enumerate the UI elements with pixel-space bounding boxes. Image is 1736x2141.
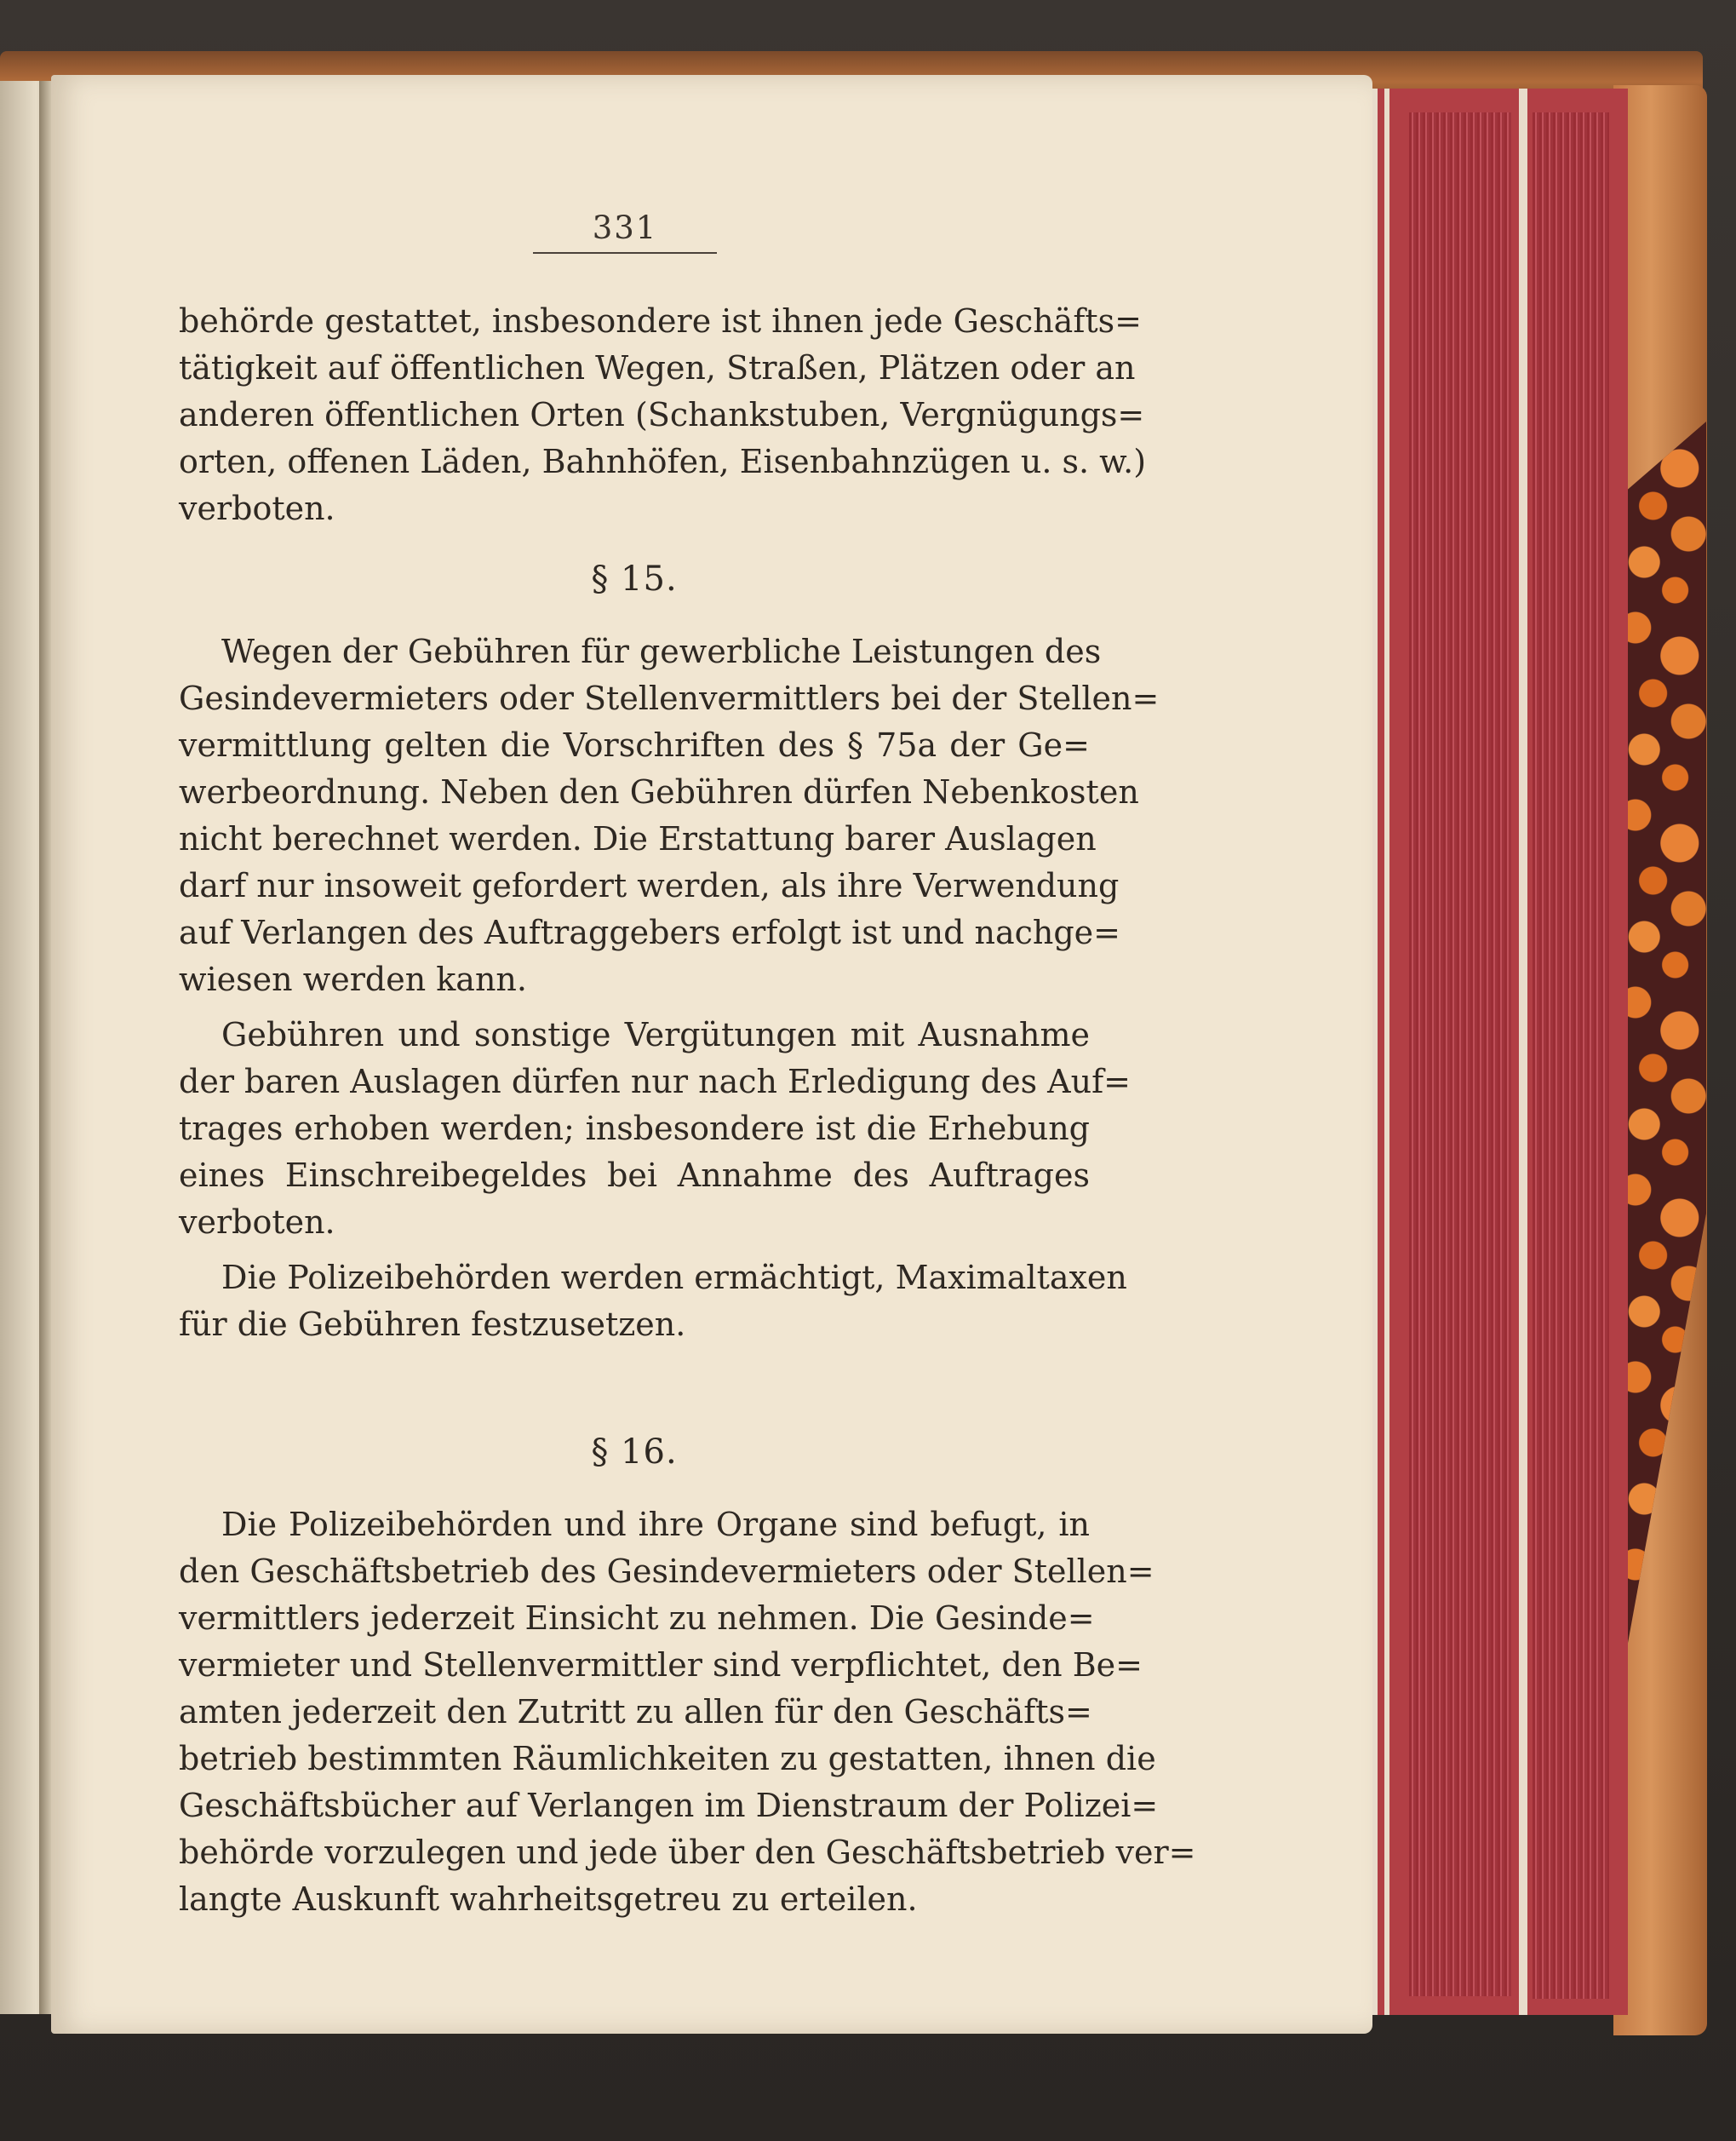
text-line: langte Auskunft wahrheitsgetreu zu erteilen. <box>179 1880 918 1918</box>
text-line: vermittlers jederzeit Einsicht zu nehmen. Die Gesinde= <box>179 1599 1095 1637</box>
section-heading-16: § 16. <box>591 1432 678 1472</box>
page-edge-stack <box>1409 112 1511 1996</box>
section-heading-15: § 15. <box>591 560 678 599</box>
text-line: Die Polizeibehörden werden ermächtigt, Maximaltaxen <box>221 1259 1127 1296</box>
page-body <box>179 298 1196 1923</box>
text-line: vermittlung gelten die Vorschriften des § 75a der Ge= <box>179 726 1090 764</box>
section-15-paragraph-3 <box>179 1254 1127 1348</box>
text-line: vermieter und Stellenvermittler sind verpflichtet, den Be= <box>179 1646 1143 1684</box>
text-line: betrieb bestimmten Räumlichkeiten zu gestatten, ihnen die <box>179 1740 1156 1777</box>
text-line: verboten. <box>179 490 335 527</box>
text-line: orten, offenen Läden, Bahnhöfen, Eisenbahnzügen u. s. w.) <box>179 443 1147 480</box>
section-15-paragraph-1 <box>179 629 1160 1003</box>
text-line: Gebühren und sonstige Vergütungen mit Ausnahme <box>221 1016 1090 1053</box>
text-line: auf Verlangen des Auftraggebers erfolgt ist und nachge= <box>179 914 1121 951</box>
text-line: tätigkeit auf öffentlichen Wegen, Straßen, Plätzen oder an <box>179 349 1136 387</box>
header-rule <box>533 252 717 254</box>
intro-paragraph <box>179 298 1147 532</box>
text-line: darf nur insoweit gefordert werden, als ihre Verwendung <box>179 867 1120 904</box>
text-line: eines Einschreibegeldes bei Annahme des Auftrages <box>179 1157 1090 1194</box>
section-16-paragraph-1 <box>179 1501 1196 1923</box>
text-line: anderen öffentlichen Orten (Schankstuben, Vergnügungs= <box>179 396 1145 433</box>
text-line: den Geschäftsbetrieb des Gesindevermieters oder Stellen= <box>179 1553 1154 1590</box>
page-edge-line <box>1519 89 1527 2015</box>
page-edge-line <box>1384 89 1389 2015</box>
section-15-paragraph-2 <box>179 1012 1131 1246</box>
text-line: amten jederzeit den Zutritt zu allen für den Geschäfts= <box>179 1693 1092 1731</box>
text-line: wiesen werden kann. <box>179 961 527 998</box>
text-line: behörde vorzulegen und jede über den Geschäftsbetrieb ver= <box>179 1834 1196 1871</box>
text-line: Geschäftsbücher auf Verlangen im Dienstraum der Polizei= <box>179 1787 1159 1824</box>
text-line: der baren Auslagen dürfen nur nach Erledigung des Auf= <box>179 1063 1131 1100</box>
text-line: nicht berechnet werden. Die Erstattung barer Auslagen <box>179 820 1097 858</box>
text-line: werbeordnung. Neben den Gebühren dürfen Nebenkosten <box>179 773 1139 811</box>
text-line: verboten. <box>179 1203 335 1241</box>
page-number: 331 <box>592 210 658 246</box>
text-line: behörde gestattet, insbesondere ist ihnen jede Geschäfts= <box>179 302 1143 340</box>
text-line: für die Gebühren festzusetzen. <box>179 1306 686 1343</box>
text-line: Wegen der Gebühren für gewerbliche Leistungen des <box>221 633 1102 670</box>
text-line: Die Polizeibehörden und ihre Organe sind befugt, in <box>221 1506 1090 1543</box>
text-line: trages erhoben werden; insbesondere ist die Erhebung <box>179 1110 1090 1147</box>
text-line: Gesindevermieters oder Stellenvermittlers bei der Stellen= <box>179 680 1160 717</box>
page-edge-stack <box>1533 112 1609 1999</box>
